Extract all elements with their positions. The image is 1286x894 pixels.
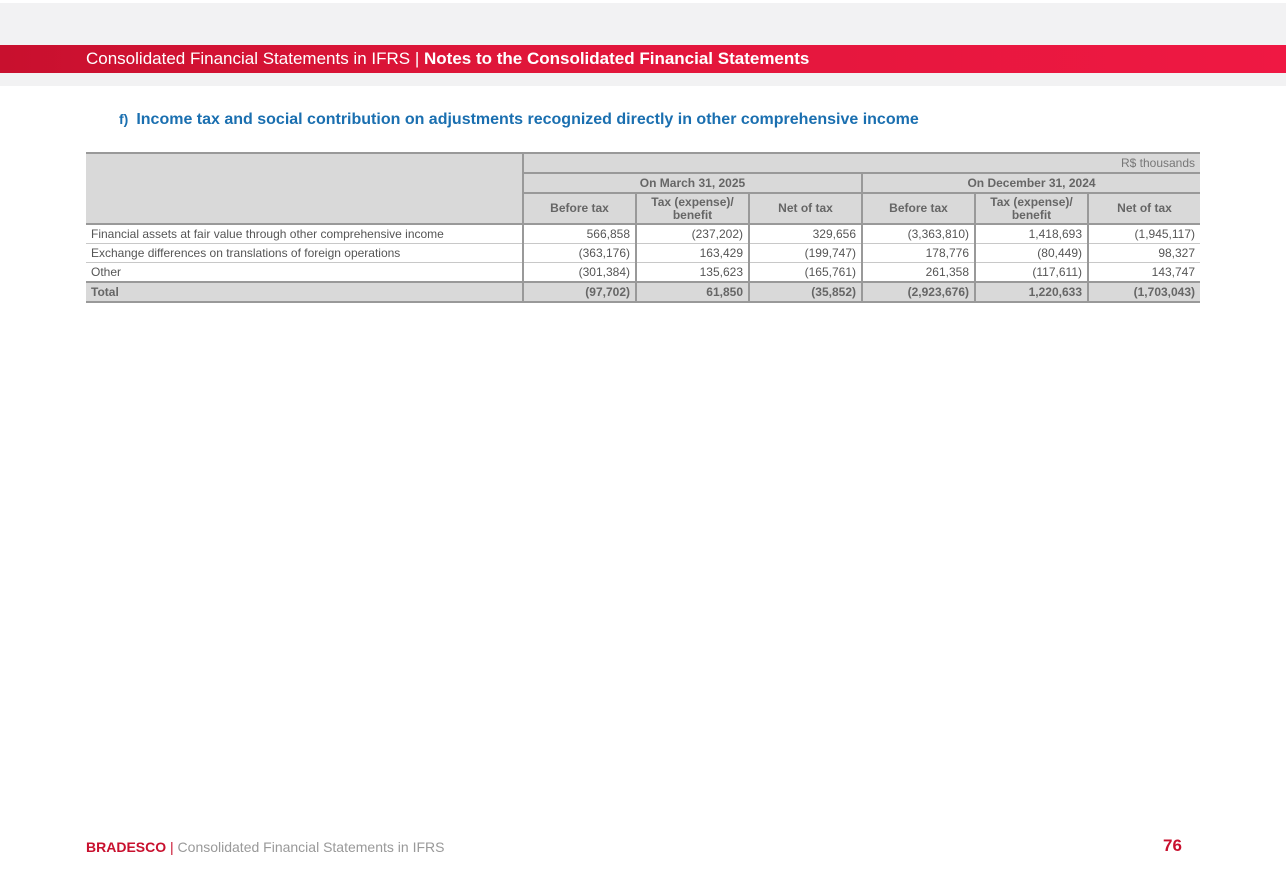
- total-value: (35,852): [749, 282, 862, 302]
- footer: [86, 839, 444, 855]
- header-subtitle: Notes to the Consolidated Financial Statements: [424, 49, 810, 68]
- header-bar: [0, 45, 1286, 73]
- column-header: Net of tax: [1088, 193, 1200, 224]
- section-title: Income tax and social contribution on adjustments recognized directly in other comprehensive income: [136, 111, 919, 128]
- cell-value: 135,623: [636, 263, 749, 283]
- cell-value: (301,384): [523, 263, 636, 283]
- footer-separator: |: [170, 839, 174, 855]
- column-header: Before tax: [862, 193, 975, 224]
- header-title: Consolidated Financial Statements in IFRS: [86, 49, 411, 68]
- cell-value: (165,761): [749, 263, 862, 283]
- cell-value: (80,449): [975, 244, 1088, 263]
- section-letter: f): [119, 111, 129, 127]
- section-heading: [119, 111, 919, 129]
- cell-value: 566,858: [523, 224, 636, 244]
- group-header-december-2024: On December 31, 2024: [862, 173, 1200, 193]
- cell-value: (237,202): [636, 224, 749, 244]
- cell-value: 329,656: [749, 224, 862, 244]
- total-value: 1,220,633: [975, 282, 1088, 302]
- cell-value: (3,363,810): [862, 224, 975, 244]
- total-value: (1,703,043): [1088, 282, 1200, 302]
- row-label: Exchange differences on translations of foreign operations: [86, 244, 523, 263]
- income-tax-table: [86, 152, 1200, 303]
- cell-value: 261,358: [862, 263, 975, 283]
- group-header-march-2025: On March 31, 2025: [523, 173, 862, 193]
- table-row: [86, 224, 1200, 244]
- table-row: [86, 244, 1200, 263]
- total-row: [86, 282, 1200, 302]
- unit-label: R$ thousands: [523, 153, 1200, 173]
- cell-value: 143,747: [1088, 263, 1200, 283]
- cell-value: (363,176): [523, 244, 636, 263]
- total-value: 61,850: [636, 282, 749, 302]
- column-header: Tax (expense)/ benefit: [636, 193, 749, 224]
- total-value: (97,702): [523, 282, 636, 302]
- column-header: Tax (expense)/ benefit: [975, 193, 1088, 224]
- cell-value: 163,429: [636, 244, 749, 263]
- page-number: 76: [1163, 836, 1182, 855]
- header-separator: |: [414, 49, 420, 68]
- column-header: Before tax: [523, 193, 636, 224]
- total-label: Total: [86, 282, 523, 302]
- cell-value: 178,776: [862, 244, 975, 263]
- row-label: Financial assets at fair value through other comprehensive income: [86, 224, 523, 244]
- cell-value: (1,945,117): [1088, 224, 1200, 244]
- total-value: (2,923,676): [862, 282, 975, 302]
- column-header: Net of tax: [749, 193, 862, 224]
- cell-value: 1,418,693: [975, 224, 1088, 244]
- row-label: Other: [86, 263, 523, 283]
- header-blank-cell: [86, 153, 523, 224]
- cell-value: (117,611): [975, 263, 1088, 283]
- cell-value: 98,327: [1088, 244, 1200, 263]
- footer-text: Consolidated Financial Statements in IFRS: [177, 839, 445, 855]
- footer-brand: BRADESCO: [86, 839, 167, 855]
- table-row: [86, 263, 1200, 283]
- cell-value: (199,747): [749, 244, 862, 263]
